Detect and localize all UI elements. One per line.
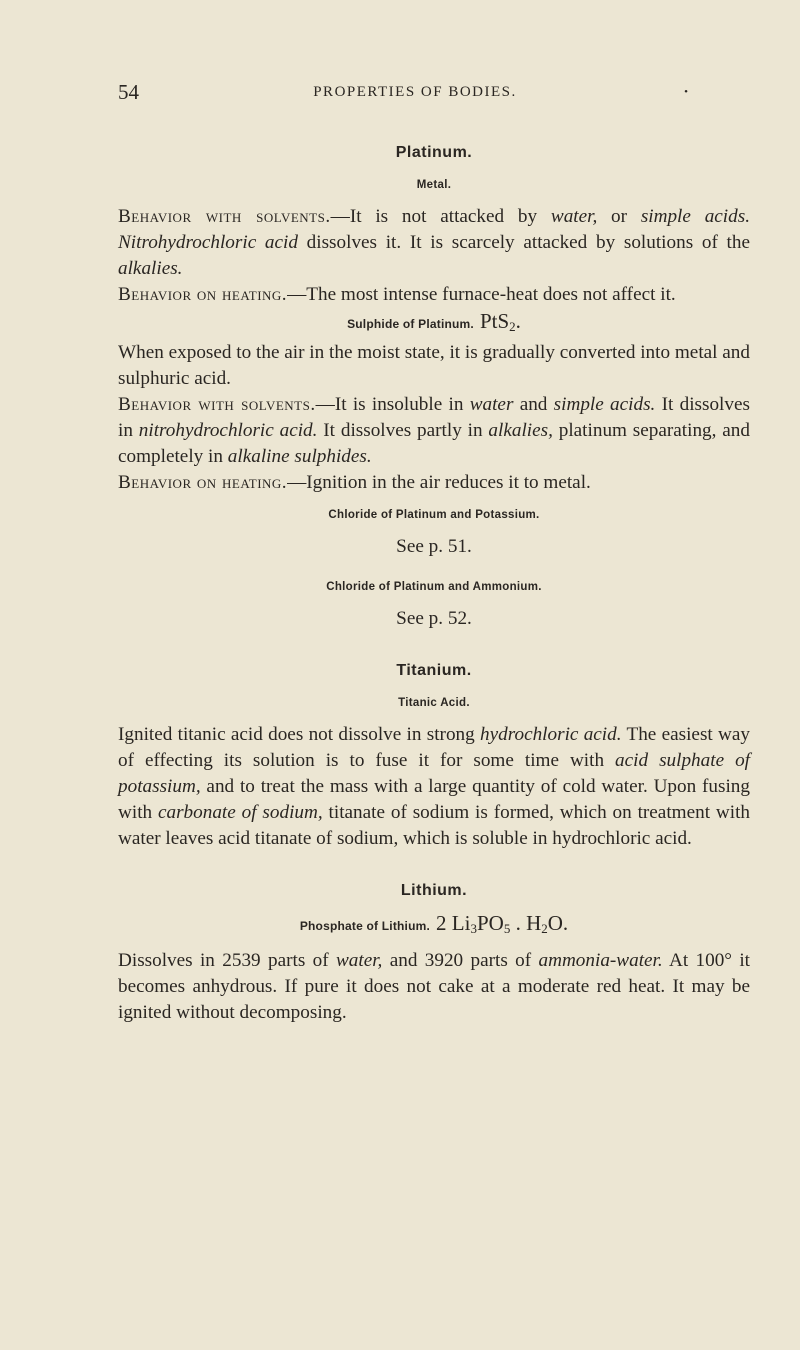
text: —It is insoluble in — [315, 394, 470, 415]
heading-titanic-acid: Titanic Acid. — [398, 697, 470, 709]
paragraph-sulphide-solvents — [118, 392, 750, 470]
formula-part: 2 Li — [436, 911, 471, 935]
emphasis: simple acids. — [553, 394, 656, 415]
emphasis: Nitrohydrochloric acid — [118, 232, 298, 253]
page-number: 54 — [118, 80, 139, 104]
phosphate-formula — [436, 911, 568, 935]
phosphate-label: Phosphate of Lithium. — [299, 919, 431, 933]
sulphide-label: Sulphide of Platinum. — [347, 317, 474, 331]
text: It dissolves partly in — [317, 420, 489, 441]
running-title: PROPERTIES OF BODIES. — [313, 84, 517, 100]
paragraph-phosphate-lithium — [118, 948, 750, 1026]
reference-p52: See p. 52. — [396, 608, 472, 629]
paragraph-sulphide-intro: When exposed to the air in the moist state, it is gradually converted into metal and sulphuric acid. — [118, 342, 750, 389]
text: platinum separating, and completely in — [118, 420, 750, 467]
emphasis: carbonate of sodium, — [157, 802, 323, 823]
text: Dissolves in 2539 parts of — [118, 950, 336, 971]
formula-part: O. — [547, 911, 569, 935]
emphasis: water, — [335, 950, 383, 971]
label-heating: Behavior on heating. — [118, 284, 288, 305]
formula-part: . H — [510, 911, 542, 935]
label-solvents: Behavior with solvents. — [118, 394, 316, 415]
emphasis: water — [469, 394, 514, 415]
text: At 100° it becomes anhydrous. If pure it does not cake at a moderate red heat. It may be ignited without decomposing. — [118, 950, 750, 1023]
formula-part: . — [515, 309, 521, 333]
text: Ignited titanic acid does not dissolve in strong — [118, 724, 481, 745]
text: —It is not attacked by — [330, 206, 551, 227]
label-solvents: Behavior with solvents. — [118, 206, 331, 227]
paragraph-platinum-solvents — [118, 204, 750, 282]
heading-lithium: Lithium. — [400, 882, 468, 899]
heading-metal: Metal. — [416, 179, 452, 191]
formula-subscript: 2 — [509, 319, 516, 334]
text: and to treat the mass with a large quantity of cold water. Upon fusing with — [118, 776, 750, 823]
text: It dissolves in — [118, 394, 750, 441]
heading-chloride-ammonium: Chloride of Platinum and Ammonium. — [326, 581, 542, 593]
text: —Ignition in the air reduces it to metal. — [287, 472, 591, 493]
heading-platinum: Platinum. — [395, 144, 473, 161]
formula-part: PtS — [479, 309, 510, 333]
emphasis: hydrochloric acid. — [480, 724, 622, 745]
text: and — [513, 394, 554, 415]
label-heating: Behavior on heating. — [118, 472, 288, 493]
emphasis: alkalies, — [488, 420, 553, 441]
emphasis: alkalies. — [118, 258, 183, 279]
page-header — [118, 80, 712, 110]
emphasis: acid sulphate of potassium, — [118, 750, 750, 797]
heading-sulphide — [118, 308, 750, 340]
text: titanate of sodium is formed, which on treatment with water leaves acid titanate of sodium, which is soluble in hydrochloric acid. — [118, 802, 750, 849]
heading-chloride-potassium: Chloride of Platinum and Potassium. — [328, 509, 540, 521]
page-body — [118, 140, 750, 1026]
emphasis: simple acids. — [640, 206, 750, 227]
text: —The most intense furnace-heat does not affect it. — [287, 284, 676, 305]
paragraph-platinum-heating — [118, 282, 750, 308]
text: dissolves it. It is scarcely attacked by solutions of the — [297, 232, 750, 253]
emphasis: water, — [550, 206, 598, 227]
formula-subscript: 5 — [503, 921, 511, 936]
formula-part: PO — [476, 911, 504, 935]
reference-p51: See p. 51. — [396, 536, 472, 557]
formula-subscript: 2 — [541, 921, 548, 936]
emphasis: alkaline sulphides. — [227, 446, 372, 467]
paragraph-sulphide-heating — [118, 470, 750, 496]
text: or — [597, 206, 641, 227]
heading-titanium: Titanium. — [396, 662, 472, 679]
heading-phosphate-lithium — [118, 910, 750, 942]
text: and 3920 parts of — [382, 950, 539, 971]
emphasis: nitrohydrochloric acid. — [138, 420, 318, 441]
header-mark: • — [684, 86, 688, 98]
paragraph-titanic-acid — [118, 722, 750, 852]
formula-subscript: 3 — [470, 921, 477, 936]
emphasis: ammonia-water. — [538, 950, 663, 971]
text: The easiest way of effecting its solution is to fuse it for some time with — [118, 724, 750, 771]
sulphide-formula — [480, 309, 521, 333]
